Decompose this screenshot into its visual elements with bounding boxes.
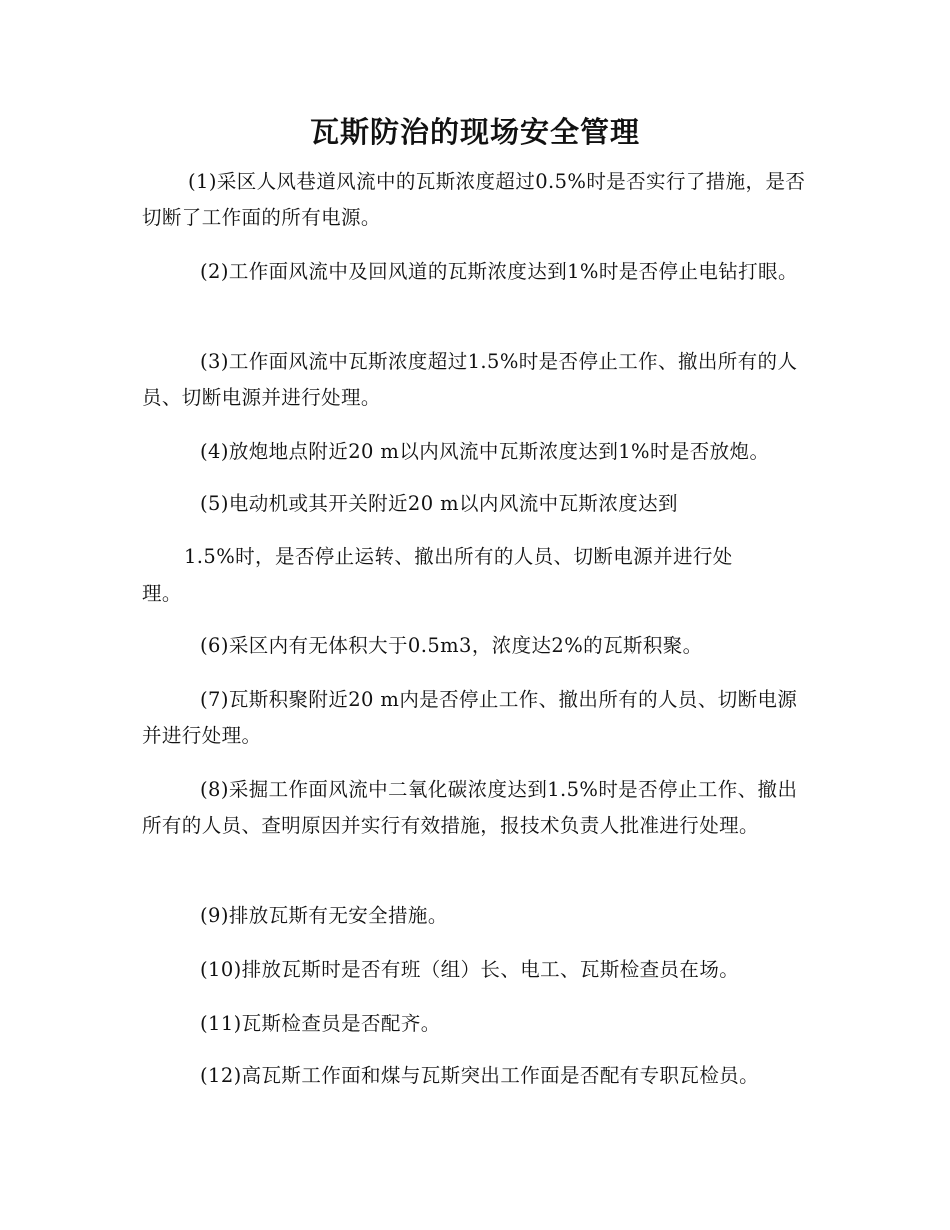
- item-12: (12)高瓦斯工作面和煤与瓦斯突出工作面是否配有专职瓦检员。: [200, 1064, 760, 1087]
- item-5-line-2: 1.5%时，是否停止运转、撤出所有的人员、切断电源并进行处: [184, 545, 733, 568]
- item-7: (7)瓦斯积聚附近20 m内是否停止工作、撤出所有的人员、切断电源并进行处理。: [142, 688, 798, 747]
- item-11: (11)瓦斯检查员是否配齐。: [200, 1012, 441, 1035]
- item-1: (1)采区人风巷道风流中的瓦斯浓度超过0.5%时是否实行了措施，是否切断了工作面的所有电源。: [142, 170, 806, 229]
- item-10: (10)排放瓦斯时是否有班（组）长、电工、瓦斯检查员在场。: [200, 958, 740, 981]
- item-5-line-1: (5)电动机或其开关附近20 m以内风流中瓦斯浓度达到: [200, 492, 678, 515]
- item-6: (6)采区内有无体积大于0.5m3，浓度达2%的瓦斯积聚。: [200, 634, 703, 657]
- page-title: 瓦斯防治的现场安全管理: [309, 115, 640, 149]
- item-5-line-3: 理。: [142, 582, 182, 605]
- item-8: (8)采掘工作面风流中二氧化碳浓度达到1.5%时是否停止工作、撤出所有的人员、查明原因并实行有效措施，报技术负责人批准进行处理。: [142, 778, 798, 837]
- item-3: (3)工作面风流中瓦斯浓度超过1.5%时是否停止工作、撤出所有的人员、切断电源并进行处理。: [142, 350, 798, 409]
- item-4: (4)放炮地点附近20 m以内风流中瓦斯浓度达到1%时是否放炮。: [200, 440, 770, 463]
- item-2: (2)工作面风流中及回风道的瓦斯浓度达到1%时是否停止电钻打眼。: [200, 260, 798, 283]
- item-9: (9)排放瓦斯有无安全措施。: [200, 904, 448, 927]
